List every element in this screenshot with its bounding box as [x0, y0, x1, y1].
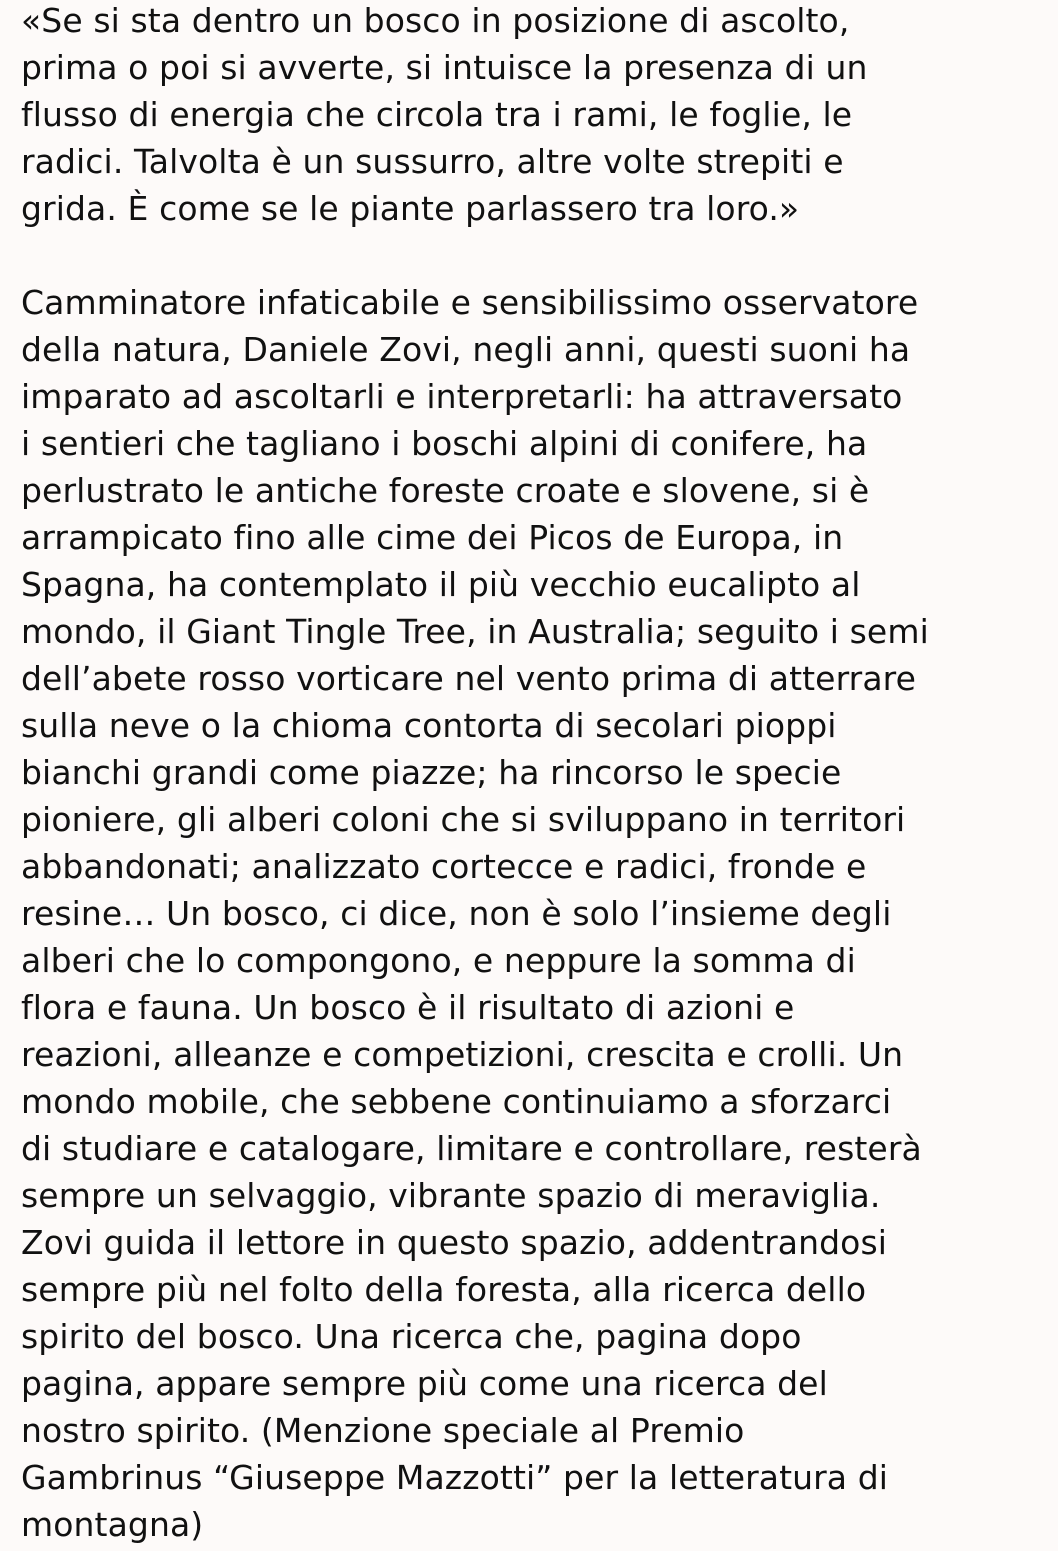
paragraph-spacer [21, 235, 1048, 282]
description-paragraph: Camminatore infaticabile e sensibilissimo osservatore della natura, Daniele Zovi, negli anni, questi suoni ha imparato ad ascoltarli e interpretarli: ha attraversato i sentieri che tagliano i boschi alpini di conifere, ha perlustrato le antiche foreste croate e slovene, si è arrampicato fino alle cime dei Picos de Europa, in Spagna, ha contemplato il più vecchio eucalipto al mondo, il Giant Tingle Tree, in Australia; seguito i semi dell’abete rosso vorticare nel vento prima di atterrare sulla neve o la chioma contorta di secolari pioppi bianchi grandi come piazze; ha rincorso le specie pioniere, gli alberi coloni che si sviluppano in territori abbandonati; analizzato cortecce e radici, fronde e resine… Un bosco, ci dice, non è solo l’insieme degli alberi che lo compongono, e neppure la somma di flora e fauna. Un bosco è il risultato di azioni e reazioni, alleanze e competizioni, crescita e crolli. Un mondo mobile, che sebbene continuiamo a sforzarci di studiare e catalogare, limitare e controllare, resterà sempre un selvaggio, vibrante spazio di meraviglia. Zovi guida il lettore in questo spazio, addentrandosi sempre più nel folto della foresta, alla ricerca dello spirito del bosco. Una ricerca che, pagina dopo pagina, appare sempre più come una ricerca del nostro spirito. (Menzione speciale al Premio Gambrinus “Giuseppe Mazzotti” per la letteratura di montagna) [21, 283, 929, 1544]
opening-quote: «Se si sta dentro un bosco in posizione di ascolto, prima o poi si avverte, si intuisce la presenza di un flusso di energia che circola tra i rami, le foglie, le radici. Talvolta è un sussurro, altre volte strepiti e grida. È come se le piante parlassero tra loro.» [21, 1, 868, 228]
